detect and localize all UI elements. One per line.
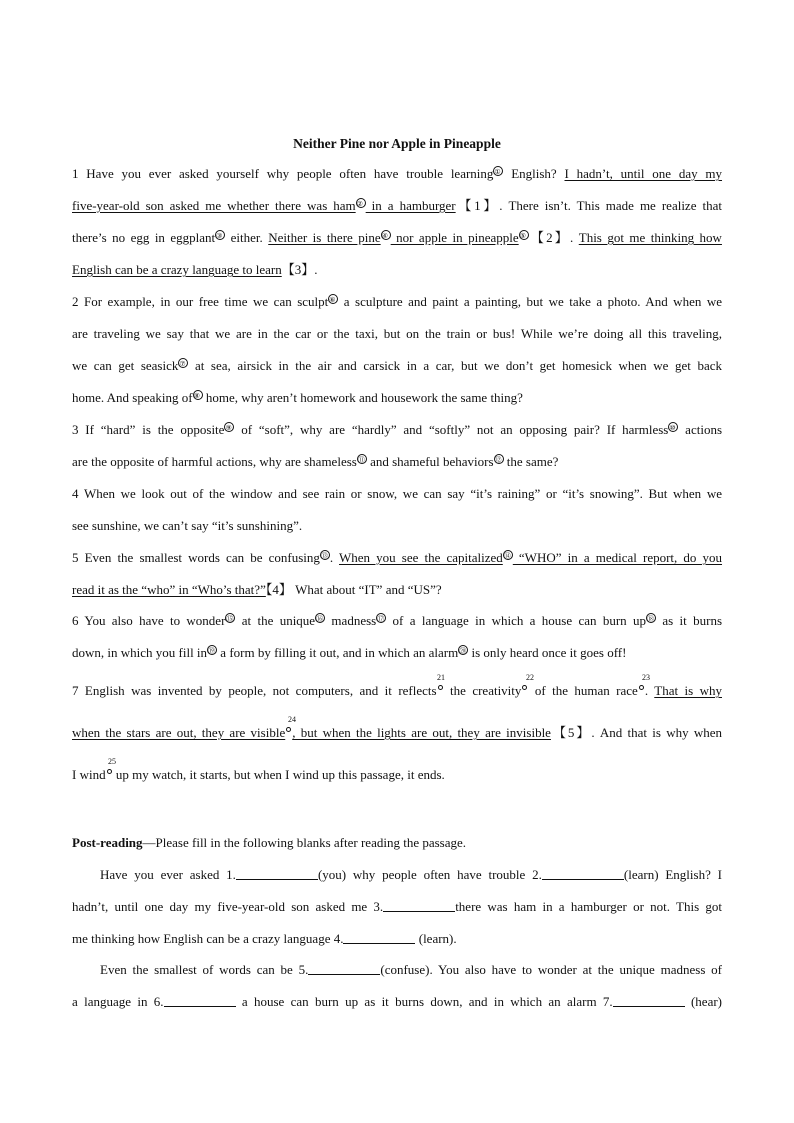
underlined-sentence: That is why — [654, 683, 722, 698]
bracket-2: 【2】 — [528, 230, 571, 245]
blank-7[interactable] — [613, 995, 685, 1007]
p1-line3: there’s no egg in eggplant③ either. Neither is there pine④ nor apple in pineapple⑤ 【2】. This got me thinking how — [72, 230, 722, 245]
p1-text: 1 Have you ever asked yourself why people often have trouble learning — [72, 166, 494, 181]
marker-10: ⑩ — [668, 422, 678, 432]
p1-text: . There isn’t. This made me realize that — [499, 198, 722, 213]
blank-1[interactable] — [236, 868, 318, 880]
blank-4[interactable] — [343, 932, 415, 944]
blank-2[interactable] — [542, 868, 624, 880]
page-title: Neither Pine nor Apple in Pineapple — [293, 136, 501, 151]
underlined-sentence: When you see the capitalized⑭ “WHO” in a medical report, do you — [339, 550, 723, 565]
marker-21: 21 — [437, 673, 445, 682]
marker-5: ⑤ — [519, 230, 529, 240]
circle-25 — [107, 769, 112, 774]
marker-24: 24 — [288, 715, 296, 724]
circle-23 — [639, 685, 644, 690]
underlined-sentence: This got me thinking how — [578, 230, 722, 245]
marker-8: ⑧ — [193, 390, 203, 400]
p1-text: either. — [225, 230, 269, 245]
post-line1: Have you ever asked 1. (you) why people often have trouble 2. (learn) English? I — [100, 867, 722, 882]
p1-line2 — [72, 198, 722, 214]
marker-4: ④ — [381, 230, 391, 240]
p6-line2: down, in which you fill in⑲ a form by filling it out, and in which an alarm⑳ is only heard once it goes off! — [72, 645, 627, 660]
marker-14: ⑭ — [503, 552, 511, 560]
underlined-sentence: when the stars are out, they are visible , but when the lights are out, they are invisible — [72, 725, 551, 740]
circle-22 — [522, 685, 527, 690]
post-line2: hadn’t, until one day my five-year-old son asked me 3. there was ham in a hamburger or not. This got — [72, 899, 722, 914]
post-reading-label: Post-reading — [72, 835, 143, 850]
post-line5: a language in 6. a house can burn up as it burns down, and in which an alarm 7. (hear) — [72, 994, 723, 1009]
marker-13: ⑬ — [320, 552, 328, 560]
p4-line1: 4 When we look out of the window and see rain or snow, we can say “it’s raining” or “it’s snowing”. But when we — [72, 486, 722, 501]
post-reading-heading — [72, 835, 722, 851]
p5-line1: 5 Even the smallest words can be confusing⑬ . When you see the capitalized⑭ “WHO” in a medical report, do you — [72, 550, 723, 565]
p1-line1 — [72, 166, 722, 182]
marker-6: ⑥ — [328, 294, 338, 304]
post-line3: me thinking how English can be a crazy language 4. (learn). — [72, 931, 457, 946]
p7-line2: when the stars are out, they are visible , but when the lights are out, they are invisible【5】. And that is why when — [72, 725, 722, 740]
marker-20: ⑳ — [459, 647, 467, 655]
marker-11: ⑪ — [357, 456, 365, 464]
bracket-4: 【4】 — [265, 582, 292, 597]
marker-19: ⑲ — [208, 647, 216, 655]
underlined-sentence: five-year-old son asked me whether there was ham② in a hamburger — [72, 198, 456, 213]
p5-line2: read it as the “who” in “Who’s that?”【4】 What about “IT” and “US”? — [72, 582, 442, 597]
marker-2: ② — [356, 198, 366, 208]
marker-23: 23 — [642, 673, 650, 682]
p2-line1: 2 For example, in our free time we can sculpt⑥ a sculpture and paint a painting, but we take a photo. And when we — [72, 294, 722, 309]
p4-line2: see sunshine, we can’t say “it’s sunshining”. — [72, 518, 303, 533]
p1-line4: English can be a crazy language to learn【3】. — [72, 262, 318, 277]
bracket-5: 【5】 — [550, 725, 592, 740]
post-reading-instruction: —Please fill in the following blanks after reading the passage. — [142, 835, 467, 850]
p6-line1: 6 You also have to wonder⑮ at the unique⑯ madness⑰ of a language in which a house can burn up⑱ as it burns — [72, 613, 723, 628]
marker-17: ⑰ — [377, 615, 385, 623]
blank-6[interactable] — [164, 995, 236, 1007]
p3-line1: 3 If “hard” is the opposite⑨ of “soft”, why are “hardly” and “softly” not an opposing pair? If harmless⑩ actions — [72, 422, 723, 437]
marker-3: ③ — [215, 230, 225, 240]
circle-21 — [438, 685, 443, 690]
bracket-1: 【1】 — [455, 198, 500, 213]
p2-line3: we can get seasick⑦ at sea, airsick in the air and carsick in a car, but we don’t get homesick when we get back — [72, 358, 722, 373]
underlined-sentence: I hadn’t, until one day my — [564, 166, 723, 181]
marker-22: 22 — [526, 673, 534, 682]
marker-15: ⑮ — [226, 615, 234, 623]
blank-3[interactable] — [383, 900, 455, 912]
underlined-sentence: read it as the “who” in “Who’s that?” — [72, 582, 266, 597]
marker-25: 25 — [108, 757, 116, 766]
post-line4: Even the smallest of words can be 5. (confuse). You also have to wonder at the unique madness of — [100, 962, 722, 977]
marker-12: ⑫ — [494, 456, 502, 464]
marker-18: ⑱ — [647, 615, 655, 623]
marker-1: ① — [493, 166, 503, 176]
underlined-sentence: Neither is there pine④ nor apple in pineapple⑤ — [268, 230, 528, 245]
p1-text: there’s no egg in eggplant — [72, 230, 216, 245]
bracket-3: 【3】 — [281, 262, 315, 277]
p7-line1: 7 English was invented by people, not computers, and it reflects the creativity of the human race . That is why — [72, 683, 722, 698]
underlined-sentence: English can be a crazy language to learn — [72, 262, 282, 277]
p2-line4: home. And speaking of⑧ home, why aren’t homework and housework the same thing? — [72, 390, 523, 405]
marker-7: ⑦ — [178, 358, 188, 368]
p3-line2: are the opposite of harmful actions, why are shameless⑪ and shameful behaviors⑫ the same? — [72, 454, 559, 469]
blank-5[interactable] — [308, 963, 380, 975]
p2-line2: are traveling we say that we are in the car or the taxi, but on the train or bus! While we’re doing all this traveling, — [72, 326, 722, 341]
marker-16: ⑯ — [316, 615, 324, 623]
p1-text: English? — [503, 166, 565, 181]
p7-line3: I wind up my watch, it starts, but when I wind up this passage, it ends. — [72, 767, 445, 782]
marker-9: ⑨ — [224, 422, 234, 432]
circle-24 — [286, 727, 291, 732]
